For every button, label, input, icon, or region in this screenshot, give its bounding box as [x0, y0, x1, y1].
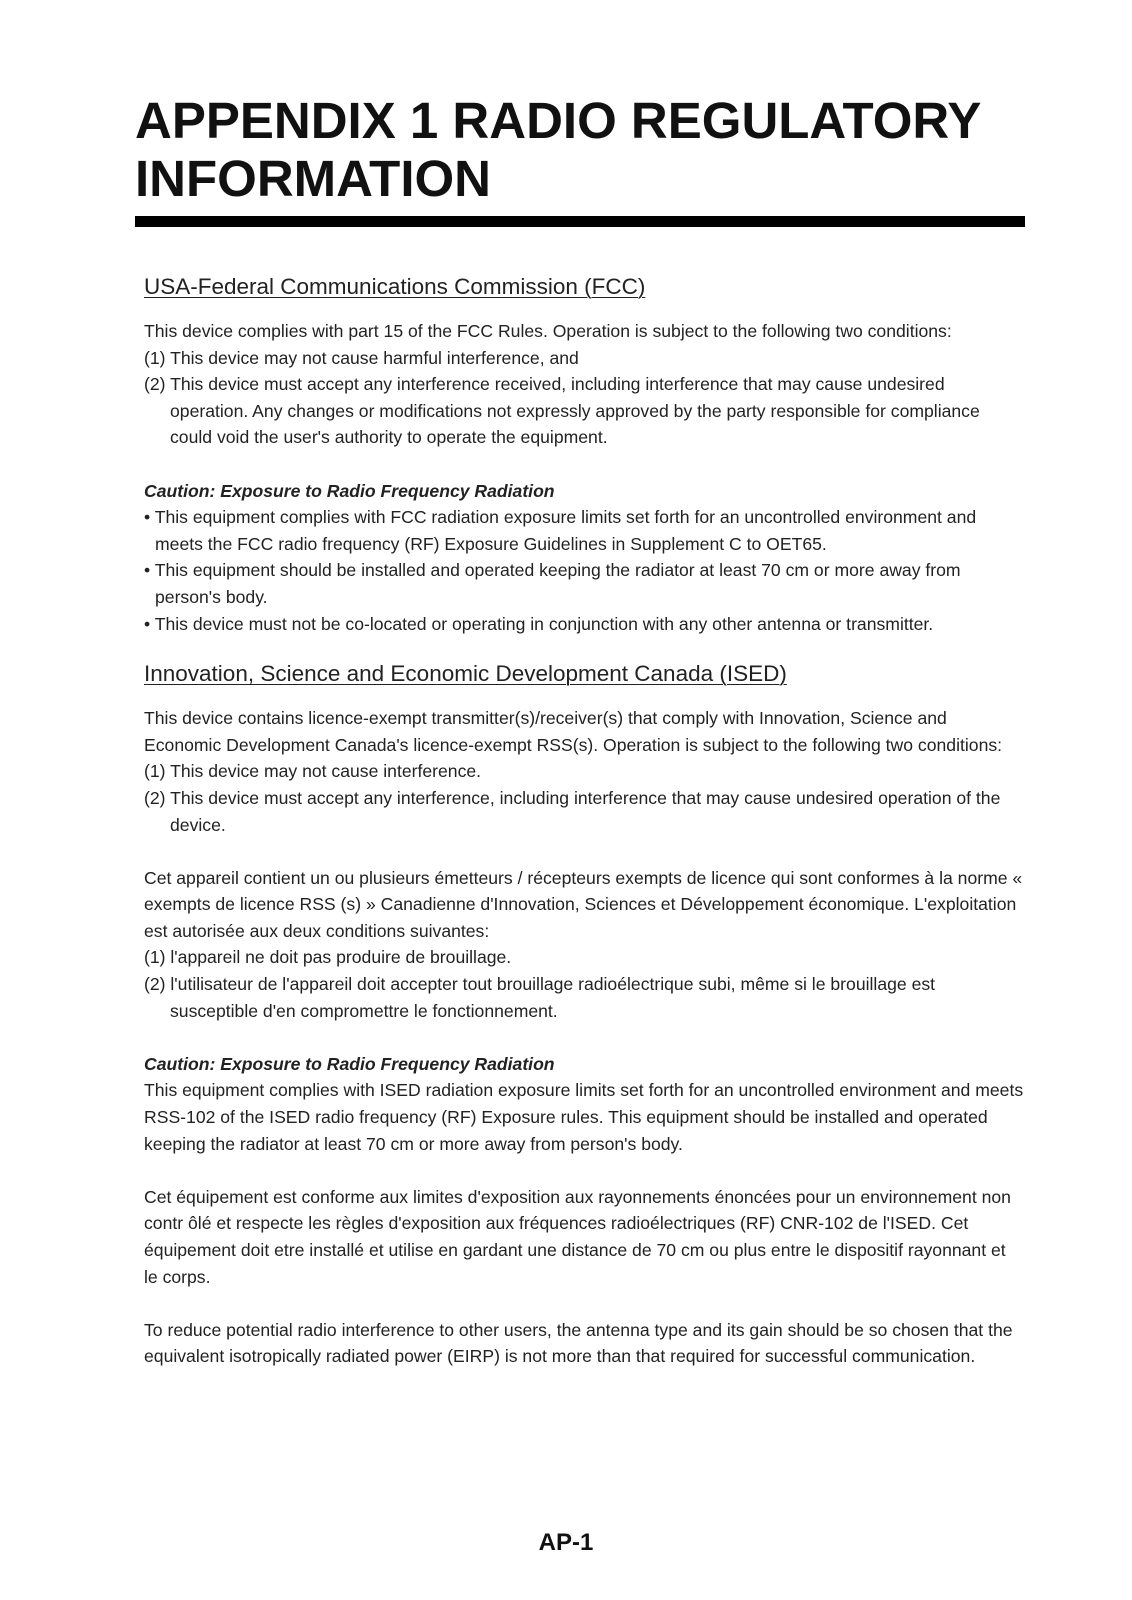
ised-eirp-note: To reduce potential radio interference to other users, the antenna type and its gain should be so chosen that the equivalent isotropically radiated power (EIRP) is not more than that required for successful communication. — [144, 1319, 1013, 1367]
fcc-heading: USA-Federal Communications Commission (FCC) — [144, 274, 646, 299]
ised-heading: Innovation, Science and Economic Development Canada (ISED) — [144, 661, 787, 687]
title-rule-divider — [135, 216, 1025, 227]
page-number: AP-1 — [538, 1529, 594, 1556]
ised-caution-en: This equipment complies with ISED radiation exposure limits set forth for an uncontrolled environment and meets RSS-102 of the ISED radio frequency (RF) Exposure rules. This equipment should be installed and operated keeping the radiator at least 70 cm or more away from person's body. — [144, 1080, 1024, 1154]
fcc-bullet-3: • This device must not be co-located or operating in conjunction with any other antenna or transmitter. — [144, 613, 934, 634]
page-title: APPENDIX 1 RADIO REGULATORY INFORMATION — [135, 92, 981, 207]
fcc-caution-title: Caution: Exposure to Radio Frequency Radiation — [144, 480, 555, 501]
ised-condition-fr-1: (1) l'appareil ne doit pas produire de brouillage. — [144, 947, 512, 968]
document-body — [144, 272, 1024, 1370]
fcc-bullet-1: • This equipment complies with FCC radiation exposure limits set forth for an uncontrolled environment and meets the FCC radio frequency (RF) Exposure Guidelines in Supplement C to OET65. — [144, 507, 977, 554]
ised-condition-en-2: (2) This device must accept any interference, including interference that may cause undesired operation of the device. — [144, 787, 1001, 835]
fcc-condition-1: (1) This device may not cause harmful interference, and — [144, 347, 579, 368]
fcc-bullet-2: • This equipment should be installed and operated keeping the radiator at least 70 cm or more away from person's body. — [144, 560, 961, 607]
fcc-intro: This device complies with part 15 of the FCC Rules. Operation is subject to the following two conditions: — [144, 321, 952, 341]
ised-intro-en: This device contains licence-exempt transmitter(s)/receiver(s) that comply with Innovation, Science and Economic Development Canada's licence-exempt RSS(s). Operation is subject to the following two conditions: — [144, 708, 1003, 755]
fcc-section — [144, 272, 1024, 637]
ised-condition-fr-2: (2) l'utilisateur de l'appareil doit accepter tout brouillage radioélectrique subi, même si le brouillage est susceptible d'en compromettre le fonctionnement. — [144, 974, 936, 1021]
ised-caution-title: Caution: Exposure to Radio Frequency Radiation — [144, 1053, 555, 1074]
fcc-condition-2: (2) This device must accept any interference received, including interference that may cause undesired operation. Any changes or modifications not expressly approved by the party responsible for compliance could void the user's authority to operate the equipment. — [144, 374, 980, 448]
ised-caution-fr: Cet équipement est conforme aux limites d'exposition aux rayonnements énoncées pour un environnement non contr ôlé et respecte les règles d'exposition aux fréquences radioélectriques (RF) CNR-102 de l'ISED. Cet équipement doit etre installé et utilise en gardant une distance de 70 cm ou plus entre le dispositif rayonnant et le corps. — [144, 1186, 1011, 1287]
ised-intro-fr: Cet appareil contient un ou plusieurs émetteurs / récepteurs exempts de licence qui sont conformes à la norme « exempts de licence RSS (s) » Canadienne d'Innovation, Sciences et Développement économique. L'exploitation est autorisée aux deux conditions suivantes: — [144, 867, 1023, 941]
ised-condition-en-1: (1) This device may not cause interference. — [144, 761, 482, 782]
ised-section — [144, 659, 1024, 1370]
